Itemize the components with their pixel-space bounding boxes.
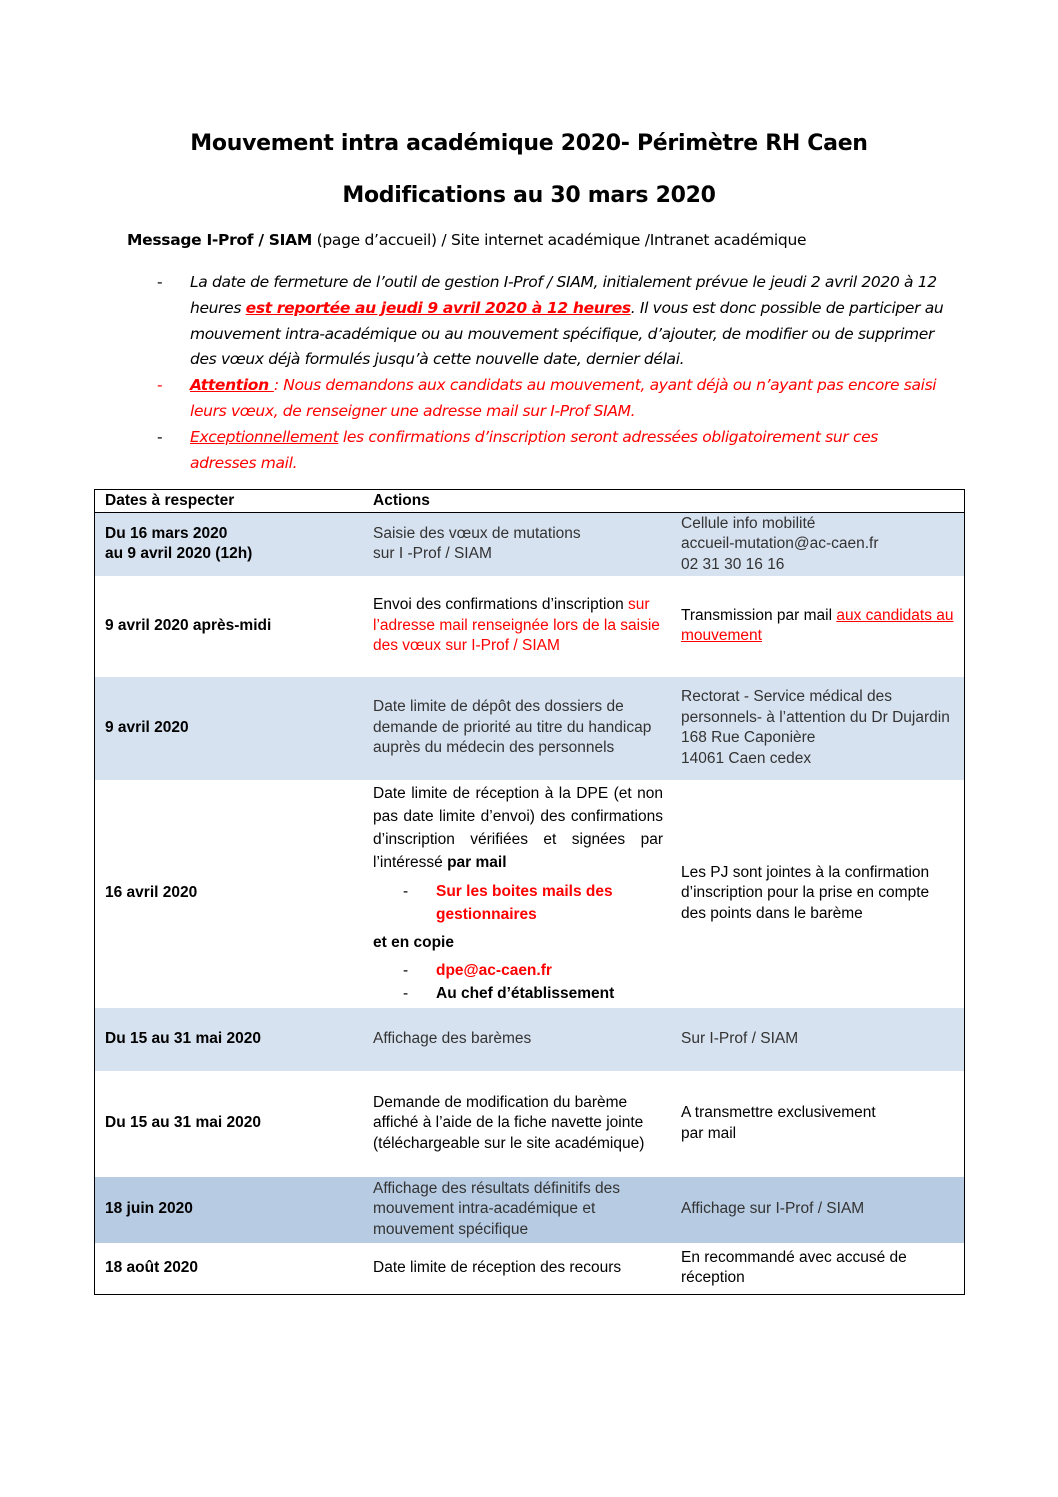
document-subtitle: Modifications au 30 mars 2020 (342, 183, 716, 208)
row-info: A transmettre exclusivement par mail (681, 1104, 876, 1142)
bullet-list (157, 270, 947, 476)
bullet-dash: - (157, 273, 163, 291)
bullet-dash: - (157, 427, 163, 446)
schedule-table (94, 489, 965, 1295)
bullet-1-text-end: . Il vous est donc possible de participer au mouvement intra-académique ou au mouvement spécifique, d’ajouter, de modifier ou de supprimer des vœux déjà formulés jusqu’à cette nouvelle date, dernier délai. (190, 298, 944, 369)
header-dates: Dates à respecter (95, 490, 362, 513)
sub-dash: - (403, 962, 409, 979)
row-info-text: Transmission par mail (681, 606, 837, 624)
sub-item (373, 880, 663, 926)
row-date: 18 juin 2020 (95, 1177, 362, 1243)
row-action (361, 780, 669, 1008)
row-date: 9 avril 2020 (95, 677, 362, 780)
bullet-item (157, 425, 947, 477)
row-info: Cellule info mobilité accueil-mutation@ac-caen.fr 02 31 30 16 16 (669, 513, 965, 576)
message-rest: (page d’accueil) / Site internet académique /Intranet académique (311, 231, 807, 249)
row-info-highlight: aux candidats au mouvement (681, 606, 954, 644)
row-action-text: Envoi des confirmations d’inscription (373, 596, 629, 614)
row-action: Date limite de réception des recours (373, 1259, 622, 1276)
table-row (95, 513, 965, 576)
message-line (127, 231, 806, 249)
document-title: Mouvement intra académique 2020- Périmètre RH Caen (190, 131, 868, 156)
row-action-highlight: sur l’adresse mail renseignée lors de la saisie des vœux sur I-Prof / SIAM (373, 596, 660, 655)
row-action: Affichage des résultats définitifs des mouvement intra-académique et mouvement spécifique (361, 1177, 669, 1243)
row-info: En recommandé avec accusé de réception (681, 1248, 907, 1287)
row-date: 9 avril 2020 après-midi (105, 616, 272, 634)
sub-dash: - (403, 985, 409, 1002)
table-row (95, 677, 965, 780)
bullet-1-highlight: est reportée au jeudi 9 avril 2020 à 12 heures (245, 298, 631, 317)
sub-item-text: Sur les boites mails des gestionnaires (436, 883, 613, 923)
table-row (95, 576, 965, 677)
row-date: 18 août 2020 (105, 1259, 199, 1276)
bullet-item (157, 373, 947, 425)
row-info: Sur I-Prof / SIAM (669, 1008, 965, 1071)
table-row (95, 1243, 965, 1295)
table-header-row (95, 490, 965, 513)
table-row (95, 1008, 965, 1071)
table-row (95, 1177, 965, 1243)
row-action: Date limite de dépôt des dossiers de demande de priorité au titre du handicap auprès du médecin des personnels (361, 677, 669, 780)
bullet-2-text: : Nous demandons aux candidats au mouvement, ayant déjà ou n’ayant pas encore saisi leurs vœux, de renseigner une adresse mail sur I-Prof SIAM. (190, 376, 937, 420)
table-row (95, 1071, 965, 1177)
row-date: Du 15 au 31 mai 2020 (105, 1114, 261, 1132)
bullet-3-text: les confirmations d’inscription seront adressées obligatoirement sur ces adresses mail. (190, 427, 879, 472)
bullet-dash: - (157, 376, 163, 395)
row-info: Les PJ sont jointes à la confirmation d’inscription pour la prise en compte des points dans le barème (681, 863, 930, 922)
row-date: Du 15 au 31 mai 2020 (95, 1008, 362, 1071)
row-info (669, 576, 965, 677)
copy-label: et en copie (373, 934, 454, 951)
row-action: Affichage des barèmes (361, 1008, 669, 1071)
row-action: Saisie des vœux de mutations sur I -Prof / SIAM (361, 513, 669, 576)
row-action-bold: par mail (447, 854, 507, 871)
sub-dash: - (403, 883, 409, 900)
bullet-item (157, 270, 947, 373)
row-date: Du 16 mars 2020 au 9 avril 2020 (12h) (95, 513, 362, 576)
message-bold: Message I-Prof / SIAM (127, 231, 312, 249)
bullet-2-label: Attention (190, 376, 274, 395)
table-row (95, 780, 965, 1008)
row-date: 16 avril 2020 (105, 884, 198, 902)
row-info: Affichage sur I-Prof / SIAM (669, 1177, 965, 1243)
header-actions: Actions (361, 490, 965, 513)
bullet-1-text: La date de fermeture de l’outil de gestion I-Prof / SIAM, initialement prévue le jeudi 2 avril 2020 à 12 heures (190, 273, 937, 317)
row-action (361, 576, 669, 677)
row-action: Demande de modification du barème affiché à l’aide de la fiche navette jointe (téléchargeable sur le site académique) (373, 1093, 645, 1152)
sub-item-email: dpe@ac-caen.fr (436, 962, 552, 979)
row-info: Rectorat - Service médical des personnels- à l’attention du Dr Dujardin 168 Rue Caponière 14061 Caen cedex (669, 677, 965, 780)
row-action-text: Date limite de réception à la DPE (et non pas date limite d’envoi) des confirmations d’inscription vérifiées et signées par l’intéressé (373, 785, 663, 871)
sub-item (373, 959, 663, 982)
sub-item (373, 982, 663, 1005)
bullet-3-label: Exceptionnellement (190, 427, 339, 446)
sub-item-text: Au chef d’établissement (436, 985, 615, 1002)
